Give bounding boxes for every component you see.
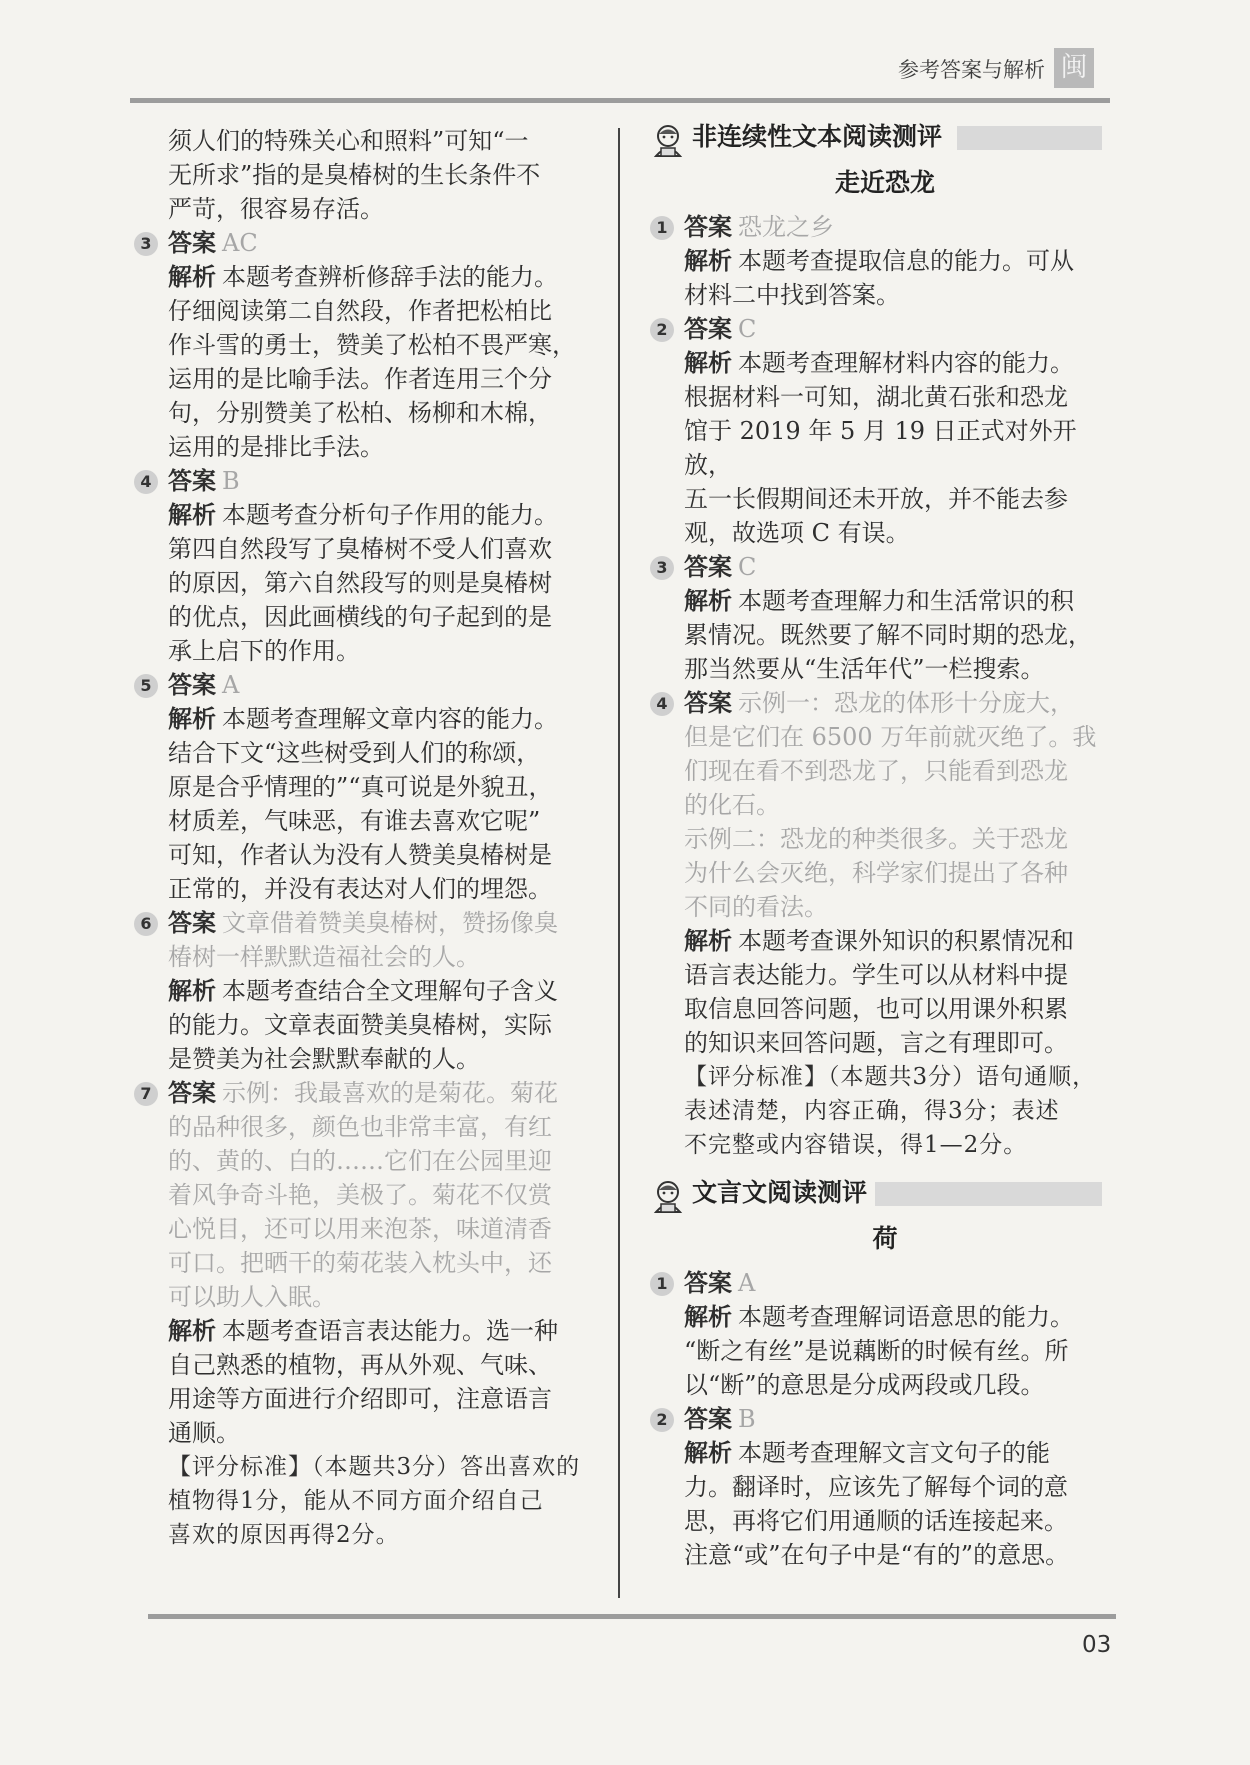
analysis-line [168,1382,604,1416]
answer-line [168,940,604,974]
section-header [650,1174,1120,1216]
analysis-line [684,414,1120,482]
answer-label: 答案 [168,228,216,257]
continued-line: 严苛，很容易存活。 [168,195,384,223]
top-rule [130,98,1110,103]
answer-line [168,1178,604,1212]
analysis-line [684,924,1120,958]
analysis-text: 本题考查理解材料内容的能力。 [738,349,1074,377]
analysis-text: 本题考查结合全文理解句子含义 [222,977,558,1005]
answer-text: 不同的看法。 [684,893,828,921]
analysis-line [168,430,604,464]
question-number: 3 [134,232,158,256]
question-number: 4 [134,470,158,494]
section-header [650,118,1120,160]
analysis-text: 思，再将它们用通顺的话连接起来。 [684,1507,1068,1535]
reader-avatar-icon [650,122,686,158]
right-column [650,118,1120,1572]
grading-line: 【评分标准】（本题共3分）答出喜欢的 [168,1454,581,1480]
continued-text [134,124,604,226]
answer-text: 心悦目，还可以用来泡茶，味道清香 [168,1215,552,1243]
answer-line [684,550,1120,584]
analysis-line [684,516,1120,550]
answer-text: AC [222,229,258,257]
analysis-text: “断之有丝”是说藕断的时候有丝。所 [684,1337,1069,1365]
question-number: 2 [650,318,674,342]
analysis-line [684,1538,1120,1572]
answer-text: 可以助人入眠。 [168,1283,336,1311]
reader-avatar-icon [650,1178,686,1214]
analysis-line [168,770,604,804]
answer-text: 着风争奇斗艳，美极了。菊花不仅赏 [168,1181,552,1209]
answer-label: 答案 [168,670,216,699]
answer-line [168,464,604,498]
continued-line: 须人们的特殊关心和照料”可知“一 [168,127,529,155]
analysis-text: 材质差，气味恶，有谁去喜欢它呢” [168,807,541,835]
analysis-text: 的原因，第六自然段写的则是臭椿树 [168,569,552,597]
analysis-text: 力。翻译时，应该先了解每个词的意 [684,1473,1068,1501]
question-item [134,1076,604,1552]
analysis-text: 用途等方面进行介绍即可，注意语言 [168,1385,552,1413]
analysis-line [168,328,604,362]
section-title-bar [872,1182,1102,1206]
page-number: 03 [1082,1632,1112,1658]
analysis-line [684,1334,1120,1368]
question-number: 3 [650,556,674,580]
answer-line [168,906,604,940]
analysis-line [684,584,1120,618]
analysis-text: 那当然要从“生活年代”一栏搜索。 [684,655,1045,683]
analysis-text: 根据材料一可知，湖北黄石张和恐龙 [684,383,1068,411]
section-title: 非连续性文本阅读测评 [692,120,950,154]
answer-text: C [738,553,757,581]
answer-text: 但是它们在 6500 万年前就灭绝了。我 [684,723,1097,751]
answer-line [168,1144,604,1178]
analysis-text: 本题考查理解文言文句子的能 [738,1439,1050,1467]
analysis-line [684,278,1120,312]
question-item [134,906,604,1076]
question-item [650,210,1120,312]
grading-line: 喜欢的原因再得2分。 [168,1522,400,1548]
section-title: 文言文阅读测评 [692,1176,875,1210]
analysis-line [684,346,1120,380]
answer-line [168,1246,604,1280]
analysis-text: 本题考查分析句子作用的能力。 [222,501,558,529]
analysis-text: 语言表达能力。学生可以从材料中提 [684,961,1068,989]
answer-line [684,754,1120,788]
analysis-line [168,1042,604,1076]
answer-line [684,856,1120,890]
analysis-text: 观，故选项 C 有误。 [684,519,910,547]
analysis-line [684,244,1120,278]
analysis-line [168,872,604,906]
answer-label: 答案 [684,1404,732,1433]
article-title: 荷 [872,1224,898,1253]
analysis-text: 本题考查辨析修辞手法的能力。 [222,263,558,291]
analysis-text: 注意“或”在句子中是“有的”的意思。 [684,1541,1070,1569]
analysis-label: 解析 [684,1302,732,1331]
analysis-text: 本题考查理解力和生活常识的积 [738,587,1074,615]
analysis-text: 句，分别赞美了松柏、杨柳和木棉， [168,399,552,427]
answer-line [684,890,1120,924]
analysis-text: 自己熟悉的植物，再从外观、气味、 [168,1351,552,1379]
answer-label: 答案 [684,552,732,581]
analysis-label: 解析 [684,926,732,955]
analysis-text: 本题考查语言表达能力。选一种 [222,1317,558,1345]
region-badge: 闽 [1054,48,1094,88]
answer-text: 的、黄的、白的……它们在公园里迎 [168,1147,552,1175]
answer-line [684,686,1120,720]
analysis-label: 解析 [684,246,732,275]
analysis-line [168,260,604,294]
analysis-text: 结合下文“这些树受到人们的称颂， [168,739,541,767]
answer-line [168,1076,604,1110]
left-column [134,124,604,1552]
question-item [650,1266,1120,1402]
analysis-line [168,294,604,328]
analysis-label: 解析 [684,586,732,615]
question-item [134,668,604,906]
answer-line [684,720,1120,754]
question-item [134,464,604,668]
answer-line [168,226,604,260]
answer-text: 示例一：恐龙的体形十分庞大， [738,689,1074,717]
analysis-text: 本题考查提取信息的能力。可从 [738,247,1074,275]
analysis-line [168,1348,604,1382]
question-item [134,226,604,464]
continued-line: 无所求”指的是臭椿树的生长条件不 [168,161,541,189]
answer-text: 可口。把晒干的菊花装入枕头中，还 [168,1249,552,1277]
article-title: 走近恐龙 [834,168,935,197]
answer-text: 为什么会灭绝，科学家们提出了各种 [684,859,1068,887]
question-item [650,1402,1120,1572]
analysis-line [168,1008,604,1042]
grading-line: 表述清楚，内容正确，得3分；表述 [684,1098,1060,1124]
analysis-text: 的能力。文章表面赞美臭椿树，实际 [168,1011,552,1039]
answer-label: 答案 [168,466,216,495]
analysis-text: 的知识来回答问题，言之有理即可。 [684,1029,1068,1057]
answer-text: A [222,671,240,699]
answer-label: 答案 [684,314,732,343]
analysis-line [168,702,604,736]
analysis-line [684,380,1120,414]
analysis-label: 解析 [168,976,216,1005]
answer-line [168,668,604,702]
answer-line [684,1266,1120,1300]
answer-text: 示例：我最喜欢的是菊花。菊花 [222,1079,558,1107]
analysis-text: 取信息回答问题，也可以用课外积累 [684,995,1068,1023]
answer-text: A [738,1269,756,1297]
question-item [650,686,1120,1162]
grading-line: 【评分标准】（本题共3分）语句通顺， [684,1064,1097,1090]
answer-line [684,210,1120,244]
answer-text: C [738,315,757,343]
grading-line: 植物得1分，能从不同方面介绍自己 [168,1488,544,1514]
answer-line [684,1402,1120,1436]
analysis-line [684,1300,1120,1334]
analysis-line [168,532,604,566]
answer-text: 的化石。 [684,791,780,819]
answer-text: 椿树一样默默造福社会的人。 [168,943,480,971]
analysis-line [168,804,604,838]
answer-text: 们现在看不到恐龙了，只能看到恐龙 [684,757,1068,785]
answer-text: B [222,467,240,495]
analysis-line [684,958,1120,992]
answer-label: 答案 [684,1268,732,1297]
analysis-text: 本题考查理解词语意思的能力。 [738,1303,1074,1331]
analysis-line [168,1416,604,1450]
analysis-text: 正常的，并没有表达对人们的埋怨。 [168,875,552,903]
analysis-line [684,1436,1120,1470]
analysis-text: 本题考查课外知识的积累情况和 [738,927,1074,955]
analysis-text: 的优点，因此画横线的句子起到的是 [168,603,552,631]
question-number: 6 [134,912,158,936]
analysis-line [168,566,604,600]
analysis-text: 材料二中找到答案。 [684,281,900,309]
question-item [650,550,1120,686]
analysis-text: 通顺。 [168,1419,240,1447]
question-number: 7 [134,1082,158,1106]
analysis-label: 解析 [168,262,216,291]
analysis-line [168,600,604,634]
analysis-line [684,1368,1120,1402]
answer-text: B [738,1405,756,1433]
analysis-line [684,482,1120,516]
analysis-text: 第四自然段写了臭椿树不受人们喜欢 [168,535,552,563]
question-number: 1 [650,1272,674,1296]
bottom-rule [148,1614,1116,1619]
analysis-line [684,1504,1120,1538]
answer-label: 答案 [684,212,732,241]
analysis-label: 解析 [168,500,216,529]
analysis-line [684,1026,1120,1060]
question-number: 1 [650,216,674,240]
question-number: 4 [650,692,674,716]
grading-line: 不完整或内容错误，得1—2分。 [684,1132,1028,1158]
analysis-label: 解析 [168,704,216,733]
analysis-text: 是赞美为社会默默奉献的人。 [168,1045,480,1073]
analysis-line [168,1314,604,1348]
analysis-line [168,498,604,532]
analysis-line [168,974,604,1008]
analysis-line [684,652,1120,686]
answer-label: 答案 [168,1078,216,1107]
analysis-text: 以“断”的意思是分成两段或几段。 [684,1371,1045,1399]
answer-line [168,1110,604,1144]
analysis-text: 馆于 2019 年 5 月 19 日正式对外开放， [684,417,1077,479]
answer-line [684,312,1120,346]
header-title: 参考答案与解析 [898,58,1045,82]
analysis-line [168,396,604,430]
answer-line [684,788,1120,822]
question-number: 5 [134,674,158,698]
analysis-label: 解析 [684,348,732,377]
analysis-text: 五一长假期间还未开放，并不能去参 [684,485,1068,513]
analysis-text: 原是合乎情理的”“真可说是外貌丑， [168,773,553,801]
answer-text: 恐龙之乡 [738,213,834,241]
answer-line [168,1280,604,1314]
analysis-label: 解析 [684,1438,732,1467]
analysis-label: 解析 [168,1316,216,1345]
analysis-text: 本题考查理解文章内容的能力。 [222,705,558,733]
analysis-line [168,634,604,668]
question-item [650,312,1120,550]
answer-line [684,822,1120,856]
answer-label: 答案 [684,688,732,717]
answer-label: 答案 [168,908,216,937]
analysis-text: 可知，作者认为没有人赞美臭椿树是 [168,841,552,869]
analysis-text: 运用的是排比手法。 [168,433,384,461]
analysis-line [168,736,604,770]
analysis-line [168,838,604,872]
analysis-line [684,618,1120,652]
analysis-text: 累情况。既然要了解不同时期的恐龙， [684,621,1092,649]
section-title-bar [957,126,1102,150]
analysis-text: 承上启下的作用。 [168,637,360,665]
answer-text: 示例二：恐龙的种类很多。关于恐龙 [684,825,1068,853]
answer-line [168,1212,604,1246]
answer-text: 的品种很多，颜色也非常丰富，有红 [168,1113,552,1141]
analysis-text: 运用的是比喻手法。作者连用三个分 [168,365,552,393]
analysis-line [168,362,604,396]
analysis-text: 仔细阅读第二自然段，作者把松柏比 [168,297,552,325]
column-divider [618,128,620,1598]
analysis-line [684,992,1120,1026]
question-number: 2 [650,1408,674,1432]
answer-text: 文章借着赞美臭椿树，赞扬像臭 [222,909,558,937]
analysis-text: 作斗雪的勇士，赞美了松柏不畏严寒， [168,331,576,359]
analysis-line [684,1470,1120,1504]
